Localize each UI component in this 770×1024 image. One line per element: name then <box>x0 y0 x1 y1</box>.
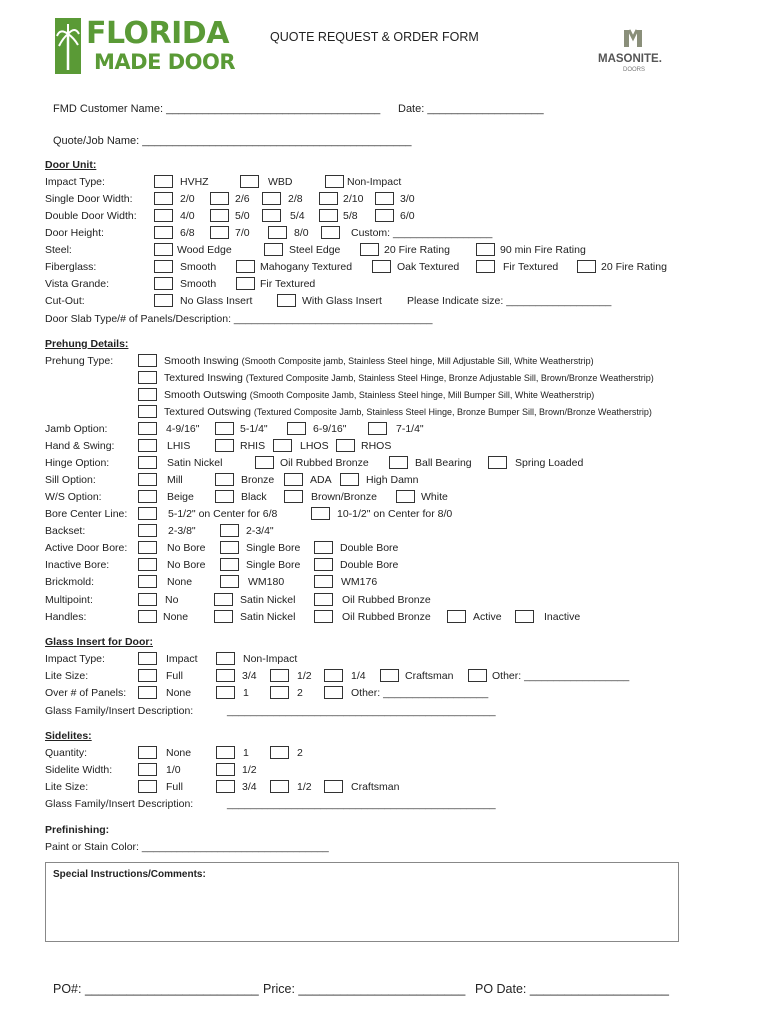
checkbox-wm180[interactable] <box>220 575 239 588</box>
checkbox-sill-bronze[interactable] <box>215 473 234 486</box>
checkbox-handles-orb[interactable] <box>314 610 333 623</box>
option-label: Ball Bearing <box>415 457 472 469</box>
option-label: 2-3/8" <box>168 525 196 537</box>
option-label: Bronze <box>241 474 275 486</box>
checkbox-hvhz[interactable] <box>154 175 173 188</box>
option-label: Fir Textured <box>260 278 316 290</box>
option-label: No <box>165 594 179 606</box>
checkbox-active-double[interactable] <box>314 541 333 554</box>
option-label: None <box>166 687 192 699</box>
prefinishing-heading: Prefinishing: <box>45 824 110 836</box>
glass-impact-label: Impact Type: <box>45 653 105 665</box>
option-label: WBD <box>268 176 293 188</box>
ws-option-label: W/S Option: <box>45 491 102 503</box>
checkbox-fiber-fir[interactable] <box>476 260 495 273</box>
option-label: Double Bore <box>340 542 399 554</box>
option-label: 2/0 <box>180 193 195 205</box>
option-label: RHIS <box>240 440 266 452</box>
option-label: Non-Impact <box>243 653 298 665</box>
prehung-heading: Prehung Details: <box>45 338 129 350</box>
multipoint-label: Multipoint: <box>45 594 93 606</box>
option-label: Double Bore <box>340 559 399 571</box>
checkbox-panels-none[interactable] <box>138 686 157 699</box>
logo-palm-badge <box>55 18 81 74</box>
option-label: LHIS <box>167 440 191 452</box>
option-label: 20 Fire Rating <box>384 244 450 256</box>
checkbox-jamb-3[interactable] <box>287 422 306 435</box>
steel-label: Steel: <box>45 244 72 256</box>
price-field[interactable]: Price: ________________________ <box>263 982 466 996</box>
option-label: 10-1/2" on Center for 8/0 <box>337 508 453 520</box>
option-label: 20 Fire Rating <box>601 261 667 273</box>
checkbox-side-3-4[interactable] <box>216 780 235 793</box>
option-label: 7/0 <box>235 227 250 239</box>
option-label: 2/6 <box>235 193 250 205</box>
checkbox-multi-no[interactable] <box>138 593 157 606</box>
checkbox-double-5-0[interactable] <box>210 209 229 222</box>
option-label: Brown/Bronze <box>311 491 377 503</box>
option-label: Oil Rubbed Bronze <box>342 611 431 623</box>
option-label: 1/2 <box>242 764 257 776</box>
checkbox-jamb-1[interactable] <box>138 422 157 435</box>
backset-label: Backset: <box>45 525 86 537</box>
vista-grande-label: Vista Grande: <box>45 278 110 290</box>
option-label: Oil Rubbed Bronze <box>280 457 369 469</box>
option-label: 6-9/16" <box>313 423 347 435</box>
option-label: 8/0 <box>294 227 309 239</box>
option-label: 1/2 <box>297 781 312 793</box>
checkbox-height-custom[interactable] <box>321 226 340 239</box>
option-label: RHOS <box>361 440 392 452</box>
hinge-option-label: Hinge Option: <box>45 457 110 469</box>
option-label: Non-Impact <box>347 176 402 188</box>
door-height-label: Door Height: <box>45 227 104 239</box>
double-width-label: Double Door Width: <box>45 210 137 222</box>
option-label: WM180 <box>248 576 285 588</box>
prehung-type-label: Prehung Type: <box>45 355 114 367</box>
checkbox-vista-smooth[interactable] <box>154 277 173 290</box>
checkbox-handles-satin[interactable] <box>214 610 233 623</box>
option-label: ADA <box>310 474 332 486</box>
sidelites-heading: Sidelites: <box>45 730 92 742</box>
option-label: LHOS <box>300 440 329 452</box>
checkbox-hinge-orb[interactable] <box>255 456 274 469</box>
checkbox-qty-2[interactable] <box>270 746 289 759</box>
checkbox-panels-1[interactable] <box>216 686 235 699</box>
option-label: Smooth Inswing (Smooth Composite jamb, Stainless Steel hinge, Mill Adjustable Sill, White Weatherstrip) <box>164 355 594 367</box>
checkbox-lhis[interactable] <box>138 439 157 452</box>
checkbox-active-single[interactable] <box>220 541 239 554</box>
checkbox-active-no-bore[interactable] <box>138 541 157 554</box>
sidelite-family-label: Glass Family/Insert Description: <box>45 798 194 810</box>
checkbox-panels-other[interactable] <box>324 686 343 699</box>
checkbox-spring-loaded[interactable] <box>488 456 507 469</box>
po-date-field[interactable]: PO Date: ____________________ <box>475 982 669 996</box>
checkbox-textured-outswing[interactable] <box>138 405 157 418</box>
checkbox-width-1-2[interactable] <box>216 763 235 776</box>
glass-lite-label: Lite Size: <box>45 670 89 682</box>
hand-swing-label: Hand & Swing: <box>45 440 115 452</box>
checkbox-multi-orb[interactable] <box>314 593 333 606</box>
checkbox-textured-inswing[interactable] <box>138 371 157 384</box>
checkbox-ball-bearing[interactable] <box>389 456 408 469</box>
paint-color-field[interactable]: Paint or Stain Color: ________________________________ <box>45 841 329 853</box>
checkbox-smooth-inswing[interactable] <box>138 354 157 367</box>
option-label: 2-3/4" <box>246 525 274 537</box>
option-label: 2 <box>297 687 303 699</box>
checkbox-rhis[interactable] <box>215 439 234 452</box>
option-label: 7-1/4" <box>396 423 424 435</box>
option-label: Impact <box>166 653 198 665</box>
checkbox-bore-6-8[interactable] <box>138 507 157 520</box>
option-label: 3/0 <box>400 193 415 205</box>
checkbox-jamb-2[interactable] <box>215 422 234 435</box>
option-label: Textured Outswing (Textured Composite Jamb, Stainless Steel Hinge, Bronze Bumper Sill, Brown/Bronze Weatherstrip) <box>164 406 652 418</box>
single-width-label: Single Door Width: <box>45 193 133 205</box>
checkbox-non-impact[interactable] <box>325 175 344 188</box>
checkbox-oak[interactable] <box>372 260 391 273</box>
checkbox-inactive-double[interactable] <box>314 558 333 571</box>
checkbox-side-1-2[interactable] <box>270 780 289 793</box>
impact-type-label: Impact Type: <box>45 176 105 188</box>
checkbox-wood-edge[interactable] <box>154 243 173 256</box>
checkbox-glass-other[interactable] <box>468 669 487 682</box>
checkbox-90-min-fire[interactable] <box>476 243 495 256</box>
option-label: No Glass Insert <box>180 295 253 307</box>
option-label: With Glass Insert <box>302 295 382 307</box>
checkbox-brick-none[interactable] <box>138 575 157 588</box>
checkbox-backset-238[interactable] <box>138 524 157 537</box>
option-label: Textured Inswing (Textured Composite Jamb, Stainless Steel Hinge, Bronze Adjustable Sill, Brown/Bronze Weatherstrip) <box>164 372 654 384</box>
custom-height-field[interactable]: Custom: _________________ <box>351 227 493 239</box>
option-label: No Bore <box>167 559 206 571</box>
checkbox-high-damn[interactable] <box>340 473 359 486</box>
option-label: Craftsman <box>351 781 400 793</box>
option-label: Full <box>166 781 183 793</box>
date-field[interactable]: Date: ___________________ <box>398 103 544 115</box>
checkbox-wm176[interactable] <box>314 575 333 588</box>
option-label: 5/0 <box>235 210 250 222</box>
jamb-option-label: Jamb Option: <box>45 423 108 435</box>
checkbox-inactive-no-bore[interactable] <box>138 558 157 571</box>
sill-option-label: Sill Option: <box>45 474 96 486</box>
checkbox-double-4-0[interactable] <box>154 209 173 222</box>
active-bore-label: Active Door Bore: <box>45 542 128 554</box>
checkbox-backset-234[interactable] <box>220 524 239 537</box>
checkbox-no-glass[interactable] <box>154 294 173 307</box>
checkbox-height-8-0[interactable] <box>268 226 287 239</box>
checkbox-glass-non-impact[interactable] <box>216 652 235 665</box>
checkbox-rhos[interactable] <box>336 439 355 452</box>
option-label: 1/2 <box>297 670 312 682</box>
option-label: Single Bore <box>246 559 301 571</box>
option-label: 6/0 <box>400 210 415 222</box>
option-label: Black <box>241 491 267 503</box>
door-slab-field[interactable]: Door Slab Type/# of Panels/Description: __________________________________ <box>45 313 433 325</box>
option-label: Full <box>166 670 183 682</box>
checkbox-lhos[interactable] <box>273 439 292 452</box>
option-label: Smooth Outswing (Smooth Composite Jamb, Stainless Steel hinge, Mill Bumper Sill, White Weatherstrip) <box>164 389 595 401</box>
checkbox-ws-white[interactable] <box>396 490 415 503</box>
option-label: White <box>421 491 448 503</box>
inactive-bore-label: Inactive Bore: <box>45 559 110 571</box>
checkbox-handles-none[interactable] <box>138 610 157 623</box>
form-title: QUOTE REQUEST & ORDER FORM <box>270 30 479 44</box>
glass-family-label: Glass Family/Insert Description: <box>45 705 194 717</box>
palm-tree-icon <box>55 18 81 74</box>
checkbox-multi-satin[interactable] <box>214 593 233 606</box>
checkbox-glass-3-4[interactable] <box>216 669 235 682</box>
option-label: 4-9/16" <box>166 423 200 435</box>
option-label: Active <box>473 611 502 623</box>
checkbox-height-7-0[interactable] <box>210 226 229 239</box>
option-label: 1/4 <box>351 670 366 682</box>
option-label: Satin Nickel <box>167 457 223 469</box>
checkbox-with-glass[interactable] <box>277 294 296 307</box>
option-label: HVHZ <box>180 176 209 188</box>
checkbox-fiber-smooth[interactable] <box>154 260 173 273</box>
option-label: Wood Edge <box>177 244 232 256</box>
checkbox-single-2-8[interactable] <box>262 192 281 205</box>
option-label: No Bore <box>167 542 206 554</box>
option-label: WM176 <box>341 576 378 588</box>
masonite-sub: DOORS <box>623 67 646 73</box>
masonite-brand: MASONITE. <box>598 53 662 65</box>
checkbox-single-2-10[interactable] <box>319 192 338 205</box>
checkbox-hinge-satin[interactable] <box>138 456 157 469</box>
option-label: None <box>163 611 189 623</box>
checkbox-sill-ada[interactable] <box>284 473 303 486</box>
special-instructions-label: Special Instructions/Comments: <box>53 869 206 880</box>
cut-out-label: Cut-Out: <box>45 295 85 307</box>
checkbox-single-2-0[interactable] <box>154 192 173 205</box>
quantity-label: Quantity: <box>45 747 88 759</box>
option-label: Oil Rubbed Bronze <box>342 594 431 606</box>
checkbox-glass-craftsman[interactable] <box>380 669 399 682</box>
glass-insert-heading: Glass Insert for Door: <box>45 636 153 648</box>
option-label: Spring Loaded <box>515 457 584 469</box>
option-label: Smooth <box>180 278 217 290</box>
job-name-field[interactable]: Quote/Job Name: ____________________________________________ <box>53 135 412 147</box>
option-label: Fir Textured <box>503 261 559 273</box>
logo-line1: FLORIDA <box>86 16 229 51</box>
option-label: Oak Textured <box>397 261 460 273</box>
option-label: None <box>166 747 192 759</box>
sidelite-lite-label: Lite Size: <box>45 781 89 793</box>
checkbox-fiber-20-fire[interactable] <box>577 260 596 273</box>
option-label: None <box>167 576 193 588</box>
option-label: 5/4 <box>290 210 305 222</box>
checkbox-jamb-4[interactable] <box>368 422 387 435</box>
checkbox-double-6-0[interactable] <box>375 209 394 222</box>
option-label: Mahogany Textured <box>260 261 353 273</box>
option-label: Steel Edge <box>289 244 341 256</box>
checkbox-qty-1[interactable] <box>216 746 235 759</box>
checkbox-mahogany[interactable] <box>236 260 255 273</box>
option-label: Satin Nickel <box>240 611 296 623</box>
checkbox-qty-none[interactable] <box>138 746 157 759</box>
checkbox-bore-8-0[interactable] <box>311 507 330 520</box>
checkbox-smooth-outswing[interactable] <box>138 388 157 401</box>
panels-other-field[interactable]: Other: __________________ <box>351 687 489 699</box>
option-label: Beige <box>167 491 194 503</box>
checkbox-double-5-8[interactable] <box>319 209 338 222</box>
checkbox-glass-1-4[interactable] <box>324 669 343 682</box>
brickmold-label: Brickmold: <box>45 576 95 588</box>
checkbox-wbd[interactable] <box>240 175 259 188</box>
checkbox-ws-beige[interactable] <box>138 490 157 503</box>
checkbox-handles-active[interactable] <box>447 610 466 623</box>
option-label: 1 <box>243 687 249 699</box>
indicate-size-field[interactable]: Please Indicate size: __________________ <box>407 295 612 307</box>
checkbox-panels-2[interactable] <box>270 686 289 699</box>
checkbox-single-3-0[interactable] <box>375 192 394 205</box>
checkbox-handles-inactive[interactable] <box>515 610 534 623</box>
option-label: 1/0 <box>166 764 181 776</box>
option-label: Craftsman <box>405 670 454 682</box>
bore-center-label: Bore Center Line: <box>45 508 128 520</box>
checkbox-glass-1-2[interactable] <box>270 669 289 682</box>
option-label: 4/0 <box>180 210 195 222</box>
checkbox-vista-fir[interactable] <box>236 277 255 290</box>
option-label: 5/8 <box>343 210 358 222</box>
option-label: High Damn <box>366 474 419 486</box>
option-label: 5-1/2" on Center for 6/8 <box>168 508 278 520</box>
logo-line2: MADE DOOR <box>94 50 236 74</box>
checkbox-steel-edge[interactable] <box>264 243 283 256</box>
checkbox-steel-20-fire[interactable] <box>360 243 379 256</box>
option-label: Mill <box>167 474 183 486</box>
option-label: 2 <box>297 747 303 759</box>
special-instructions-box[interactable] <box>45 862 679 942</box>
option-label: Satin Nickel <box>240 594 296 606</box>
masonite-m-icon <box>622 27 644 54</box>
option-label: 2/8 <box>288 193 303 205</box>
option-label: 90 min Fire Rating <box>500 244 586 256</box>
door-unit-heading: Door Unit: <box>45 159 97 171</box>
checkbox-inactive-single[interactable] <box>220 558 239 571</box>
fiberglass-label: Fiberglass: <box>45 261 97 273</box>
glass-other-field[interactable]: Other: __________________ <box>492 670 630 682</box>
handles-label: Handles: <box>45 611 87 623</box>
checkbox-glass-impact[interactable] <box>138 652 157 665</box>
option-label: 6/8 <box>180 227 195 239</box>
checkbox-single-2-6[interactable] <box>210 192 229 205</box>
sidelite-width-label: Sidelite Width: <box>45 764 113 776</box>
option-label: 3/4 <box>242 781 257 793</box>
po-number-field[interactable]: PO#: _________________________ <box>53 982 259 996</box>
checkbox-height-6-8[interactable] <box>154 226 173 239</box>
option-label: Single Bore <box>246 542 301 554</box>
option-label: 3/4 <box>242 670 257 682</box>
glass-family-field[interactable]: ______________________________________________ <box>227 705 496 717</box>
checkbox-side-full[interactable] <box>138 780 157 793</box>
checkbox-glass-full[interactable] <box>138 669 157 682</box>
option-label: 5-1/4" <box>240 423 268 435</box>
option-label: Inactive <box>544 611 581 623</box>
option-label: 1 <box>243 747 249 759</box>
sidelite-family-field[interactable]: ______________________________________________ <box>227 798 496 810</box>
checkbox-double-5-4[interactable] <box>262 209 281 222</box>
checkbox-width-1-0[interactable] <box>138 763 157 776</box>
customer-name-field[interactable]: FMD Customer Name: ___________________________________ <box>53 103 381 115</box>
checkbox-side-craftsman[interactable] <box>324 780 343 793</box>
over-panels-label: Over # of Panels: <box>45 687 127 699</box>
checkbox-ws-brown-bronze[interactable] <box>284 490 303 503</box>
option-label: Smooth <box>180 261 217 273</box>
checkbox-ws-black[interactable] <box>215 490 234 503</box>
checkbox-sill-mill[interactable] <box>138 473 157 486</box>
option-label: 2/10 <box>343 193 364 205</box>
